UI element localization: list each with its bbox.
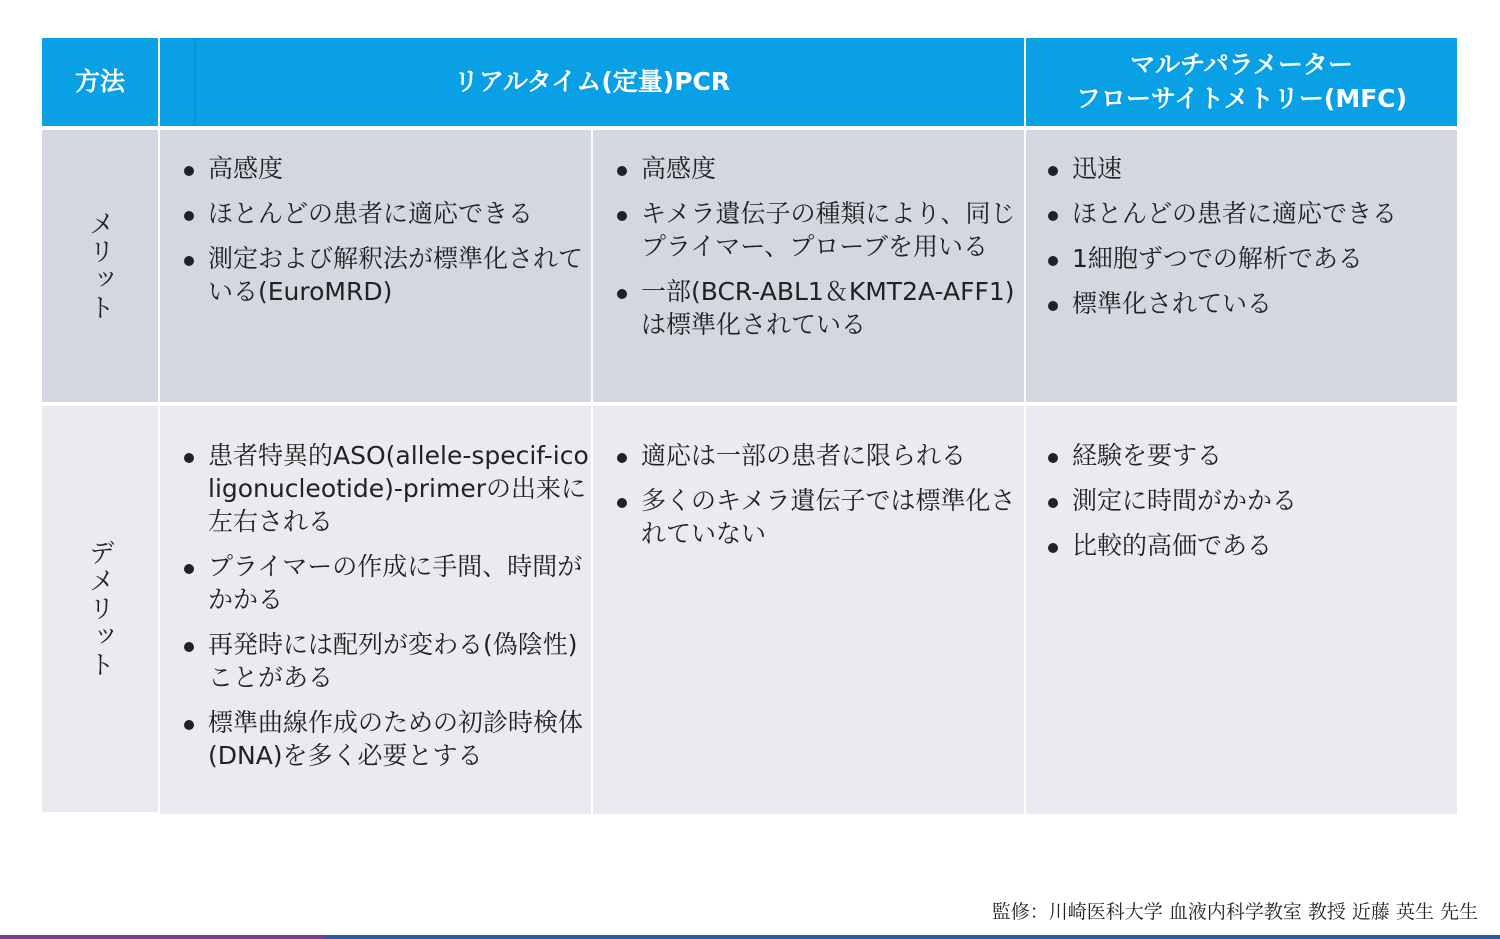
list-item: 測定および解釈法が標準化されている(EuroMRD) — [184, 242, 584, 308]
list-item: 迅速 — [1048, 152, 1453, 185]
accent-segment-blue — [325, 935, 1500, 939]
bullet-list — [184, 439, 590, 784]
demerit-pcr-a-cell — [160, 406, 591, 814]
list-item: 比較的高価である — [1048, 529, 1453, 562]
list-item: 標準曲線作成のための初診時検体(DNA)を多く必要とする — [184, 706, 590, 772]
merit-pcr-a-cell — [160, 130, 591, 402]
supervisor-credit: 監修：川崎医科大学 血液内科学教室 教授 近藤 英生 先生 — [991, 901, 1478, 923]
list-item: 適応は一部の患者に限られる — [617, 439, 1017, 472]
list-item: 高感度 — [617, 152, 1017, 185]
bullet-list — [1048, 152, 1453, 332]
list-item: 1細胞ずつでの解析である — [1048, 242, 1453, 275]
bullet-list — [184, 152, 584, 320]
merit-pcr-b-cell — [593, 130, 1024, 402]
list-item: 標準化されている — [1048, 287, 1453, 320]
header-mfc: マルチパラメーター フローサイトメトリー(MFC) — [1026, 38, 1457, 126]
list-item: キメラ遺伝子の種類により、同じプライマー、プローブを用いる — [617, 197, 1017, 263]
list-item: 一部(BCR-ABL1＆KMT2A-AFF1)は標準化されている — [617, 275, 1017, 341]
list-item: 経験を要する — [1048, 439, 1453, 472]
list-item: ほとんどの患者に適応できる — [184, 197, 584, 230]
list-item: 多くのキメラ遺伝子では標準化されていない — [617, 484, 1017, 550]
bullet-list — [617, 152, 1017, 353]
list-item: 測定に時間がかかる — [1048, 484, 1453, 517]
list-item: 再発時には配列が変わる(偽陰性)ことがある — [184, 628, 590, 694]
bullet-list — [1048, 439, 1453, 574]
row-label-merit: メリット — [42, 130, 158, 402]
header-pcr-label: リアルタイム(定量)PCR — [453, 67, 731, 96]
accent-segment-purple — [0, 935, 325, 939]
demerit-pcr-b-cell — [593, 406, 1024, 814]
list-item: プライマーの作成に手間、時間がかかる — [184, 550, 590, 616]
merit-mfc-cell — [1026, 130, 1457, 402]
header-divider — [194, 38, 196, 126]
bottom-accent-bar — [0, 935, 1500, 939]
row-label-demerit: デメリット — [42, 406, 158, 812]
bullet-list — [617, 439, 1017, 562]
list-item: ほとんどの患者に適応できる — [1048, 197, 1453, 230]
header-method: 方法 — [42, 38, 158, 126]
list-item: 高感度 — [184, 152, 584, 185]
list-item: 患者特異的ASO(allele-specif-icoligonucleotide)-primerの出来に左右される — [184, 439, 590, 538]
header-pcr — [160, 38, 1024, 126]
demerit-mfc-cell — [1026, 406, 1457, 814]
